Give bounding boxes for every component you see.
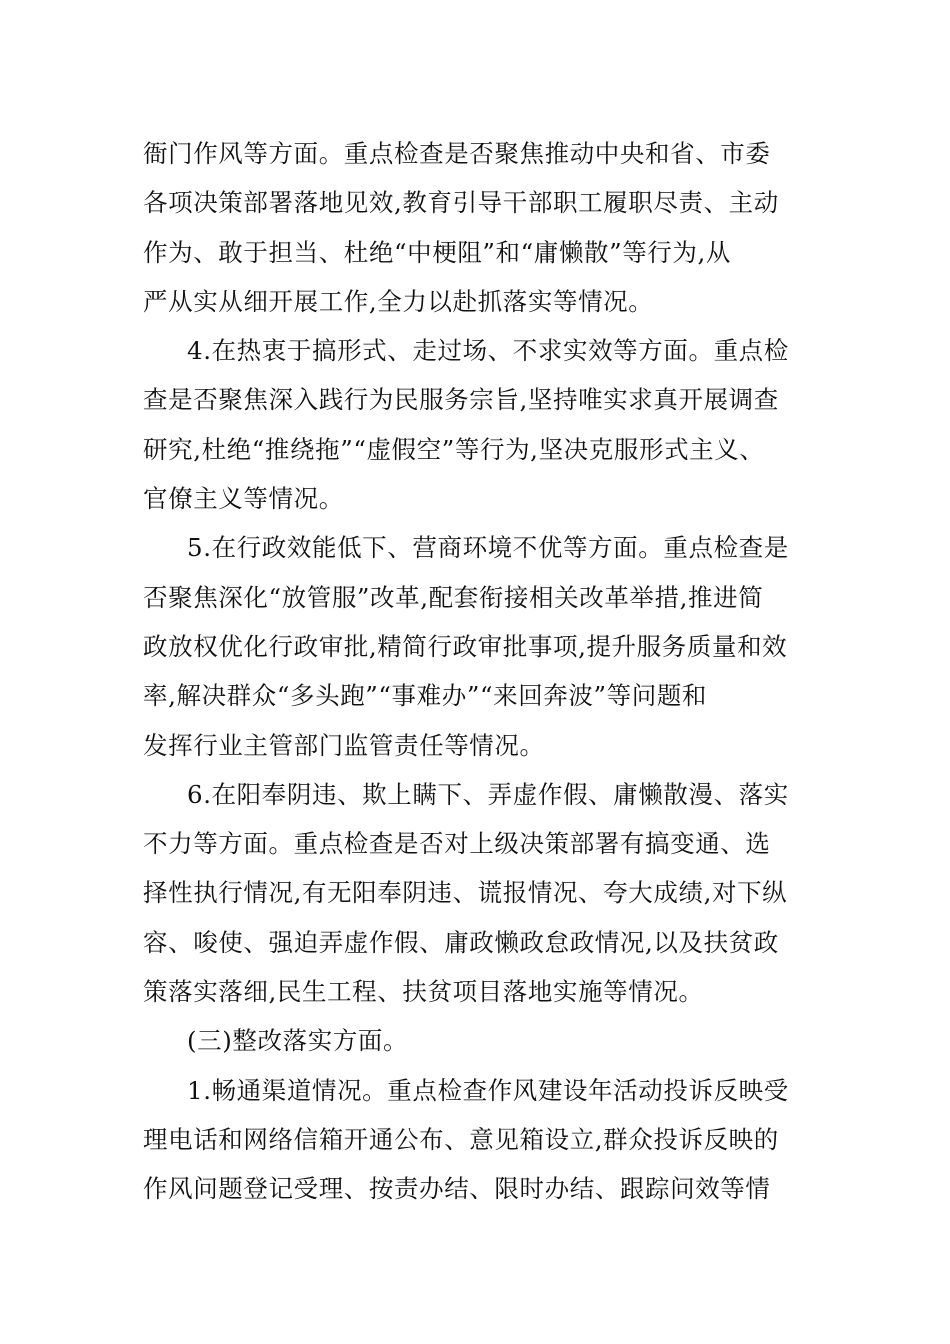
text-line: 衙门作风等方面。重点检查是否聚焦推动中央和省、市委 [143,139,771,168]
paragraph-5-first-line: 5.在行政效能低下、营商环境不优等方面。重点检查是 [187,533,789,563]
paragraph-4-first-line: 4.在热衷于搞形式、走过场、不求实效等方面。重点检 [187,336,789,366]
text-line: 研究,杜绝“推绕拖”“虚假空”等行为,坚决克服形式主义、 [143,434,765,464]
text-line: 否聚焦深化“放管服”改革,配套衔接相关改革举措,推进简 [143,582,764,612]
text-line: 严从实从细开展工作,全力以赴抓落实等情况。 [143,286,654,316]
document-body [143,129,815,1214]
text-line: 作风问题登记受理、按责办结、限时办结、跟踪问效等情 [143,1174,771,1204]
text-line: 策落实落细,民生工程、扶贫项目落地实施等情况。 [143,977,704,1007]
text-line: 各项决策部署落地见效,教育引导干部职工履职尽责、主动 [143,188,779,218]
text-line: 率,解决群众“多头跑”“事难办”“来回奔波”等问题和 [143,681,708,711]
text-line: 容、唆使、强迫弄虚作假、庸政懒政怠政情况,以及扶贫政 [143,927,779,957]
text-line: 作为、敢于担当、杜绝“中梗阻”和“庸懒散”等行为,从 [143,237,731,267]
text-line: 查是否聚焦深入践行为民服务宗旨,坚持唯实求真开展调查 [143,385,779,415]
paragraph-6-first-line: 6.在阳奉阴违、欺上瞒下、弄虚作假、庸懒散漫、落实 [187,779,789,809]
text-line: 政放权优化行政审批,精简行政审批事项,提升服务质量和效 [143,631,788,661]
text-line: 不力等方面。重点检查是否对上级决策部署有搞变通、选 [143,829,771,859]
section-heading: (三)整改落实方面。 [187,1026,409,1056]
text-line: 官僚主义等情况。 [143,484,344,514]
text-line: 理电话和网络信箱开通公布、意见箱设立,群众投诉反映的 [143,1124,779,1154]
paragraph-1-first-line: 1.畅通渠道情况。重点检查作风建设年活动投诉反映受 [187,1075,789,1105]
text-line: 择性执行情况,有无阳奉阴违、谎报情况、夸大成绩,对下纵 [143,878,788,908]
text-line: 发挥行业主管部门监管责任等情况。 [143,730,545,760]
